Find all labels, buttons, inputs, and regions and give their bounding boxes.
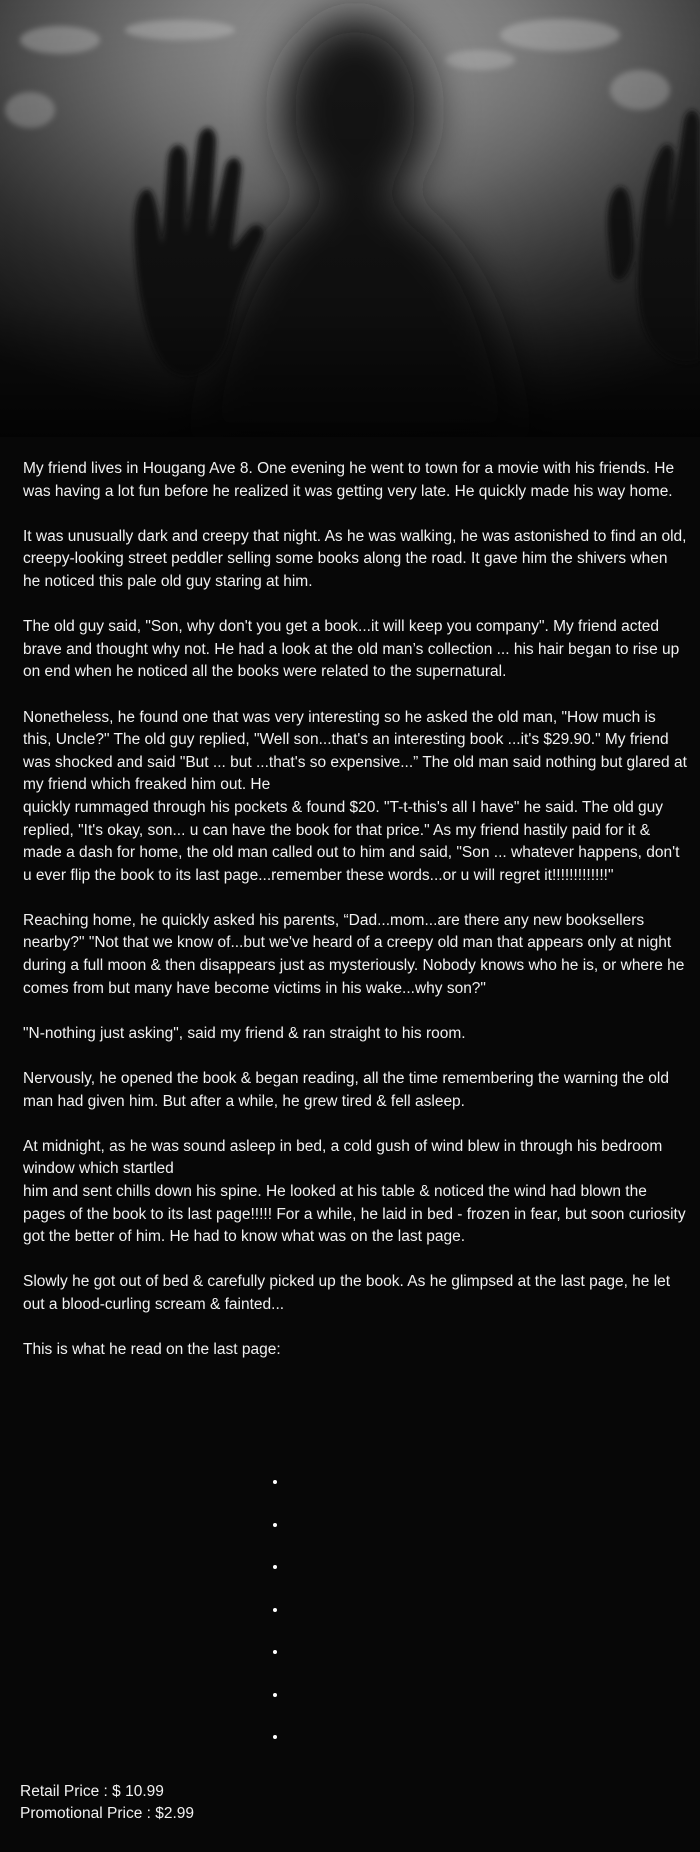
ghost-silhouette-icon xyxy=(0,0,700,437)
dot-icon xyxy=(273,1693,277,1697)
dot-icon xyxy=(273,1650,277,1654)
hero-image xyxy=(0,0,700,437)
story-paragraph: My friend lives in Hougang Ave 8. One evening he went to town for a movie with his friends. He was having a lot fun before he realized it was getting very late. He quickly made his way home. xyxy=(23,460,675,500)
dot-icon xyxy=(273,1565,277,1569)
story-paragraph: Nervously, he opened the book & began reading, all the time remembering the warning the old man had given him. But after a while, he grew tired & fell asleep. xyxy=(23,1070,669,1110)
retail-price: Retail Price : $ 10.99 xyxy=(20,1783,164,1800)
story-paragraph: "N-nothing just asking", said my friend & ran straight to his room. xyxy=(23,1024,466,1042)
dot-icon xyxy=(273,1523,277,1527)
story-paragraph: At midnight, as he was sound asleep in bed, a cold gush of wind blew in through his bedroom window which startled him and sent chills down his spine. He looked at his table & noticed the wind had blown the pages of the book to its last page!!!!! For a while, he laid in bed - frozen in fear, but soon curiosity got the better of him. He had to know what was on the last page. xyxy=(23,1137,686,1246)
story-paragraph: Nonetheless, he found one that was very interesting so he asked the old man, "How much is this, Uncle?" The old guy replied, "Well son...that's an interesting book ...it's $29.90." My friend was shocked and said "But ... but ...that's so expensive...” The old man said nothing but glared at my friend which freaked him out. He quickly rummaged through his pockets & found $20. "T-t-this's all I have" he said. The old guy replied, "It's okay, son... u can have the book for that price." As my friend hastily paid for it & made a dash for home, the old man called out to him and said, "Son ... whatever happens, don't u ever flip the book to its last page...remember these words...or u will regret it!!!!!!!!!!!!!" xyxy=(23,708,687,884)
dot-icon xyxy=(273,1608,277,1612)
story-text xyxy=(23,458,687,1384)
story-paragraph: It was unusually dark and creepy that night. As he was walking, he was astonished to find an old, creepy-looking street peddler selling some books along the road. It gave him the shivers when he noticed this pale old guy staring at him. xyxy=(23,527,687,590)
dot-icon xyxy=(273,1735,277,1739)
promotional-price: Promotional Price : $2.99 xyxy=(20,1805,195,1822)
story-paragraph: Slowly he got out of bed & carefully picked up the book. As he glimpsed at the last page, he let out a blood-curling scream & fainted... xyxy=(23,1273,671,1313)
dot-icon xyxy=(273,1480,277,1484)
story-paragraph: The old guy said, "Son, why don't you get a book...it will keep you company". My friend acted brave and thought why not. He had a look at the old man’s collection ... his hair began to rise up on end when he noticed all the books were related to the supernatural. xyxy=(23,618,680,681)
story-paragraph: Reaching home, he quickly asked his parents, “Dad...mom...are there any new booksellers nearby?" "Not that we know of...but we've heard of a creepy old man that appears only at night during a full moon & then disappears just as mysteriously. Nobody knows who he is, or where he comes from but many have become victims in his wake...why son?" xyxy=(23,911,685,997)
price-block xyxy=(20,1781,194,1825)
story-paragraph: This is what he read on the last page: xyxy=(23,1341,281,1359)
